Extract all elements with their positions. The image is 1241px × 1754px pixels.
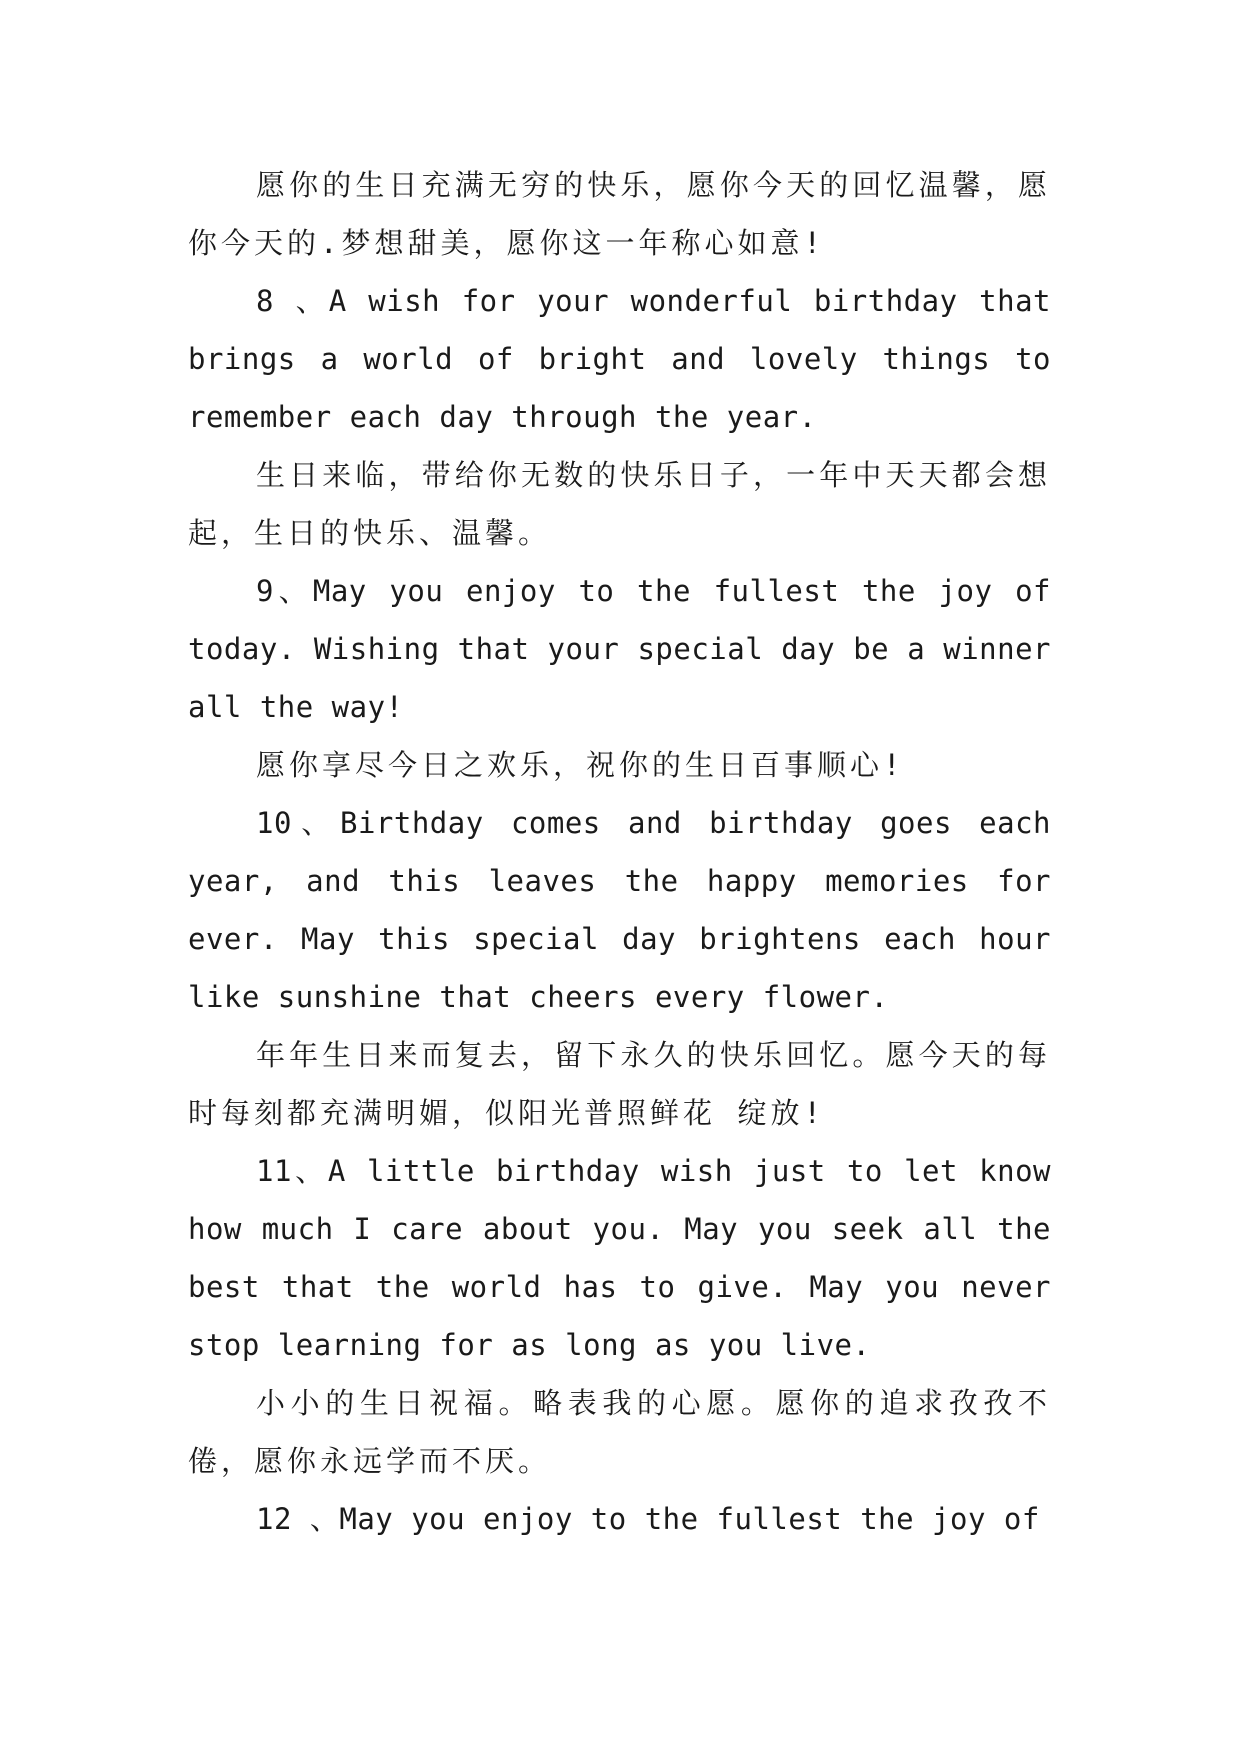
paragraph-7-zh: 年年生日来而复去，留下永久的快乐回忆。愿今天的每时每刻都充满明媚，似阳光普照鲜花 绽放!: [188, 1038, 1051, 1130]
paragraph-6-en: 10、Birthday comes and birthday goes each year, and this leaves the happy memories for ever. May this special day brightens each hour like sunshine that cheers every flower.: [188, 806, 1051, 1014]
paragraph-8-en: 11、A little birthday wish just to let know how much I care about you. May you seek all the best that the world has to give. May you never stop learning for as long as you live.: [188, 1154, 1051, 1362]
paragraph-10-en: 12 、May you enjoy to the fullest the joy of: [256, 1502, 1040, 1536]
paragraph-9-zh: 小小的生日祝福。略表我的心愿。愿你的追求孜孜不倦，愿你永远学而不厌。: [188, 1386, 1051, 1478]
paragraph-3-zh: 生日来临，带给你无数的快乐日子，一年中天天都会想起，生日的快乐、温馨。: [188, 458, 1051, 550]
document-body: [188, 156, 1051, 1548]
paragraph-2-en: 8 、A wish for your wonderful birthday that brings a world of bright and lovely things to remember each day through the year.: [188, 284, 1051, 434]
paragraph-4-en: 9、May you enjoy to the fullest the joy of today. Wishing that your special day be a winner all the way!: [188, 574, 1051, 724]
paragraph-1-zh: 愿你的生日充满无穷的快乐，愿你今天的回忆温馨，愿你今天的.梦想甜美，愿你这一年称心如意!: [188, 168, 1051, 260]
paragraph-5-zh: 愿你享尽今日之欢乐，祝你的生日百事顺心!: [256, 748, 905, 782]
